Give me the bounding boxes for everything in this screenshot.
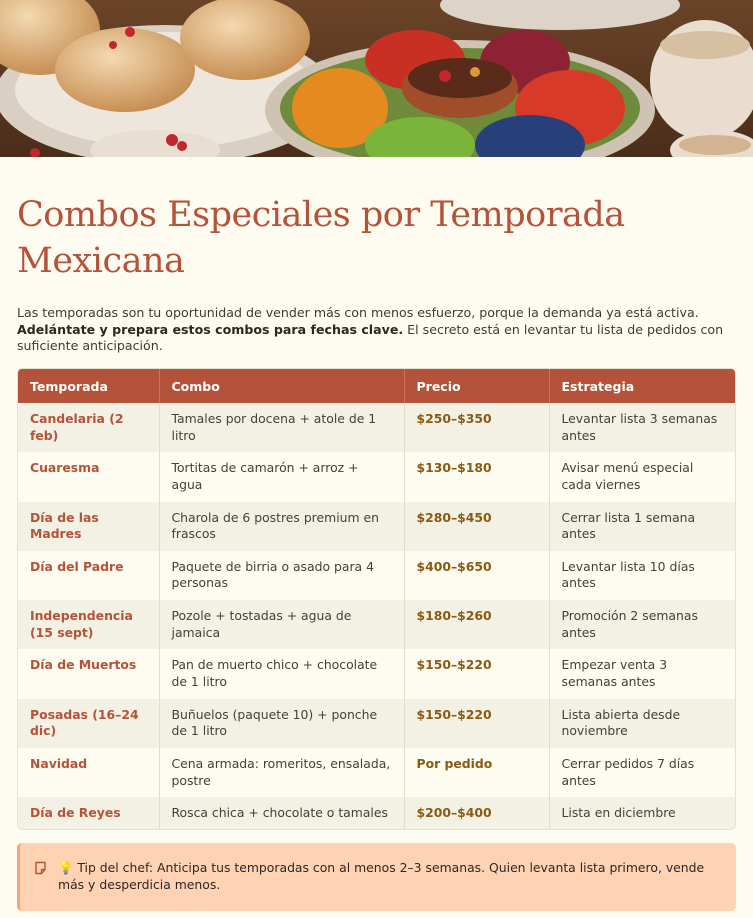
hero-image [0,0,753,157]
table-row [18,551,736,600]
season-cell: Día de las Madres [18,502,159,551]
combo-cell: Charola de 6 postres premium en frascos [159,502,404,551]
strategy-cell: Cerrar pedidos 7 días antes [549,748,736,797]
combo-cell: Pan de muerto chico + chocolate de 1 litro [159,649,404,698]
combo-cell: Rosca chica + chocolate o tamales [159,797,404,830]
combo-cell: Pozole + tostadas + agua de jamaica [159,600,404,649]
season-cell: Independencia (15 sept) [18,600,159,649]
combo-cell: Paquete de birria o asado para 4 personas [159,551,404,600]
header-precio: Precio [404,369,549,403]
season-cell: Día del Padre [18,551,159,600]
strategy-cell: Lista abierta desde noviembre [549,699,736,748]
combo-cell: Buñuelos (paquete 10) + ponche de 1 litro [159,699,404,748]
strategy-cell: Levantar lista 10 días antes [549,551,736,600]
combo-cell: Tamales por docena + atole de 1 litro [159,403,404,452]
price-cell: Por pedido [404,748,549,797]
price-cell: $150–$220 [404,649,549,698]
strategy-cell: Promoción 2 semanas antes [549,600,736,649]
header-estrategia: Estrategia [549,369,736,403]
table-row [18,699,736,748]
intro-paragraph [17,305,737,355]
combo-cell: Cena armada: romeritos, ensalada, postre [159,748,404,797]
season-cell: Navidad [18,748,159,797]
season-cell: Posadas (16–24 dic) [18,699,159,748]
table-header-row [18,369,736,403]
combo-cell: Tortitas de camarón + arroz + agua [159,452,404,501]
chef-tip-text: 💡 Tip del chef: Anticipa tus temporadas con al menos 2–3 semanas. Quien levanta lista primero, vende más y desperdicia menos. [58,860,705,892]
price-cell: $250–$350 [404,403,549,452]
intro-bold: Adelántate y prepara estos combos para fechas clave. [17,321,404,337]
price-cell: $280–$450 [404,502,549,551]
price-cell: $200–$400 [404,797,549,830]
chef-tip-callout [17,843,736,911]
strategy-cell: Lista en diciembre [549,797,736,830]
price-cell: $400–$650 [404,551,549,600]
price-cell: $180–$260 [404,600,549,649]
intro-tail: El secreto está en levantar tu lista de pedidos con suficiente anticipación. [17,321,724,353]
season-cell: Día de Muertos [18,649,159,698]
season-cell: Día de Reyes [18,797,159,830]
season-cell: Candelaria (2 feb) [18,403,159,452]
memo-icon [34,860,58,911]
table-row [18,502,736,551]
table-row [18,748,736,797]
strategy-cell: Levantar lista 3 semanas antes [549,403,736,452]
price-cell: $130–$180 [404,452,549,501]
table-row [18,649,736,698]
season-cell: Cuaresma [18,452,159,501]
header-temporada: Temporada [18,369,159,403]
strategy-cell: Cerrar lista 1 semana antes [549,502,736,551]
strategy-cell: Empezar venta 3 semanas antes [549,649,736,698]
price-cell: $150–$220 [404,699,549,748]
strategy-cell: Avisar menú especial cada viernes [549,452,736,501]
page-title: Combos Especiales por Temporada Mexicana [17,195,625,281]
table-row [18,403,736,452]
intro-lead: Las temporadas son tu oportunidad de vender más con menos esfuerzo, porque la demanda ya está activa. [17,305,699,320]
table-row [18,452,736,501]
header-combo: Combo [159,369,404,403]
seasonal-combos-table [17,368,736,830]
table-row [18,797,736,830]
table-row [18,600,736,649]
